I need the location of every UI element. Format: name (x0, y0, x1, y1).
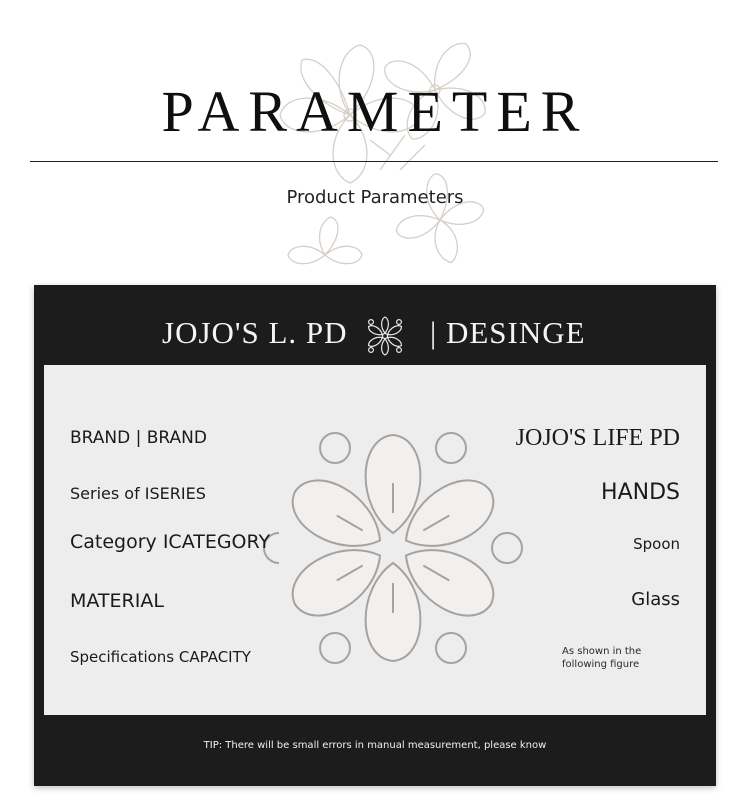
card-header (34, 315, 716, 355)
series-value: HANDS (601, 480, 680, 505)
specifications-label: Specifications CAPACITY (70, 648, 251, 666)
tip-note: TIP: There will be small errors in manual measurement, please know (203, 740, 547, 751)
brand-label: BRAND | BRAND (70, 428, 207, 448)
title-divider (30, 161, 718, 162)
category-value: Spoon (633, 535, 680, 553)
parameter-panel (44, 365, 706, 715)
category-label: Category ICATEGORY (70, 531, 271, 553)
material-value: Glass (631, 589, 680, 610)
page-title: PARAMETER (161, 79, 589, 144)
material-label: MATERIAL (70, 590, 164, 612)
blossom-decoration (230, 20, 520, 290)
page-subtitle: Product Parameters (286, 187, 464, 208)
specifications-value-line2: following figure (562, 659, 640, 670)
specifications-value (562, 645, 641, 671)
brand-tagline: | DESINGE (430, 315, 586, 350)
flower-illustration (259, 425, 527, 671)
flower-emblem-icon (361, 312, 409, 360)
specifications-value-line1: As shown in the (562, 646, 642, 657)
parameter-card (34, 285, 716, 786)
series-label: Series of ISERIES (70, 484, 206, 503)
brand-name: JOJO'S L. PD (162, 315, 348, 350)
brand-value: JOJO'S LIFE PD (515, 425, 680, 451)
